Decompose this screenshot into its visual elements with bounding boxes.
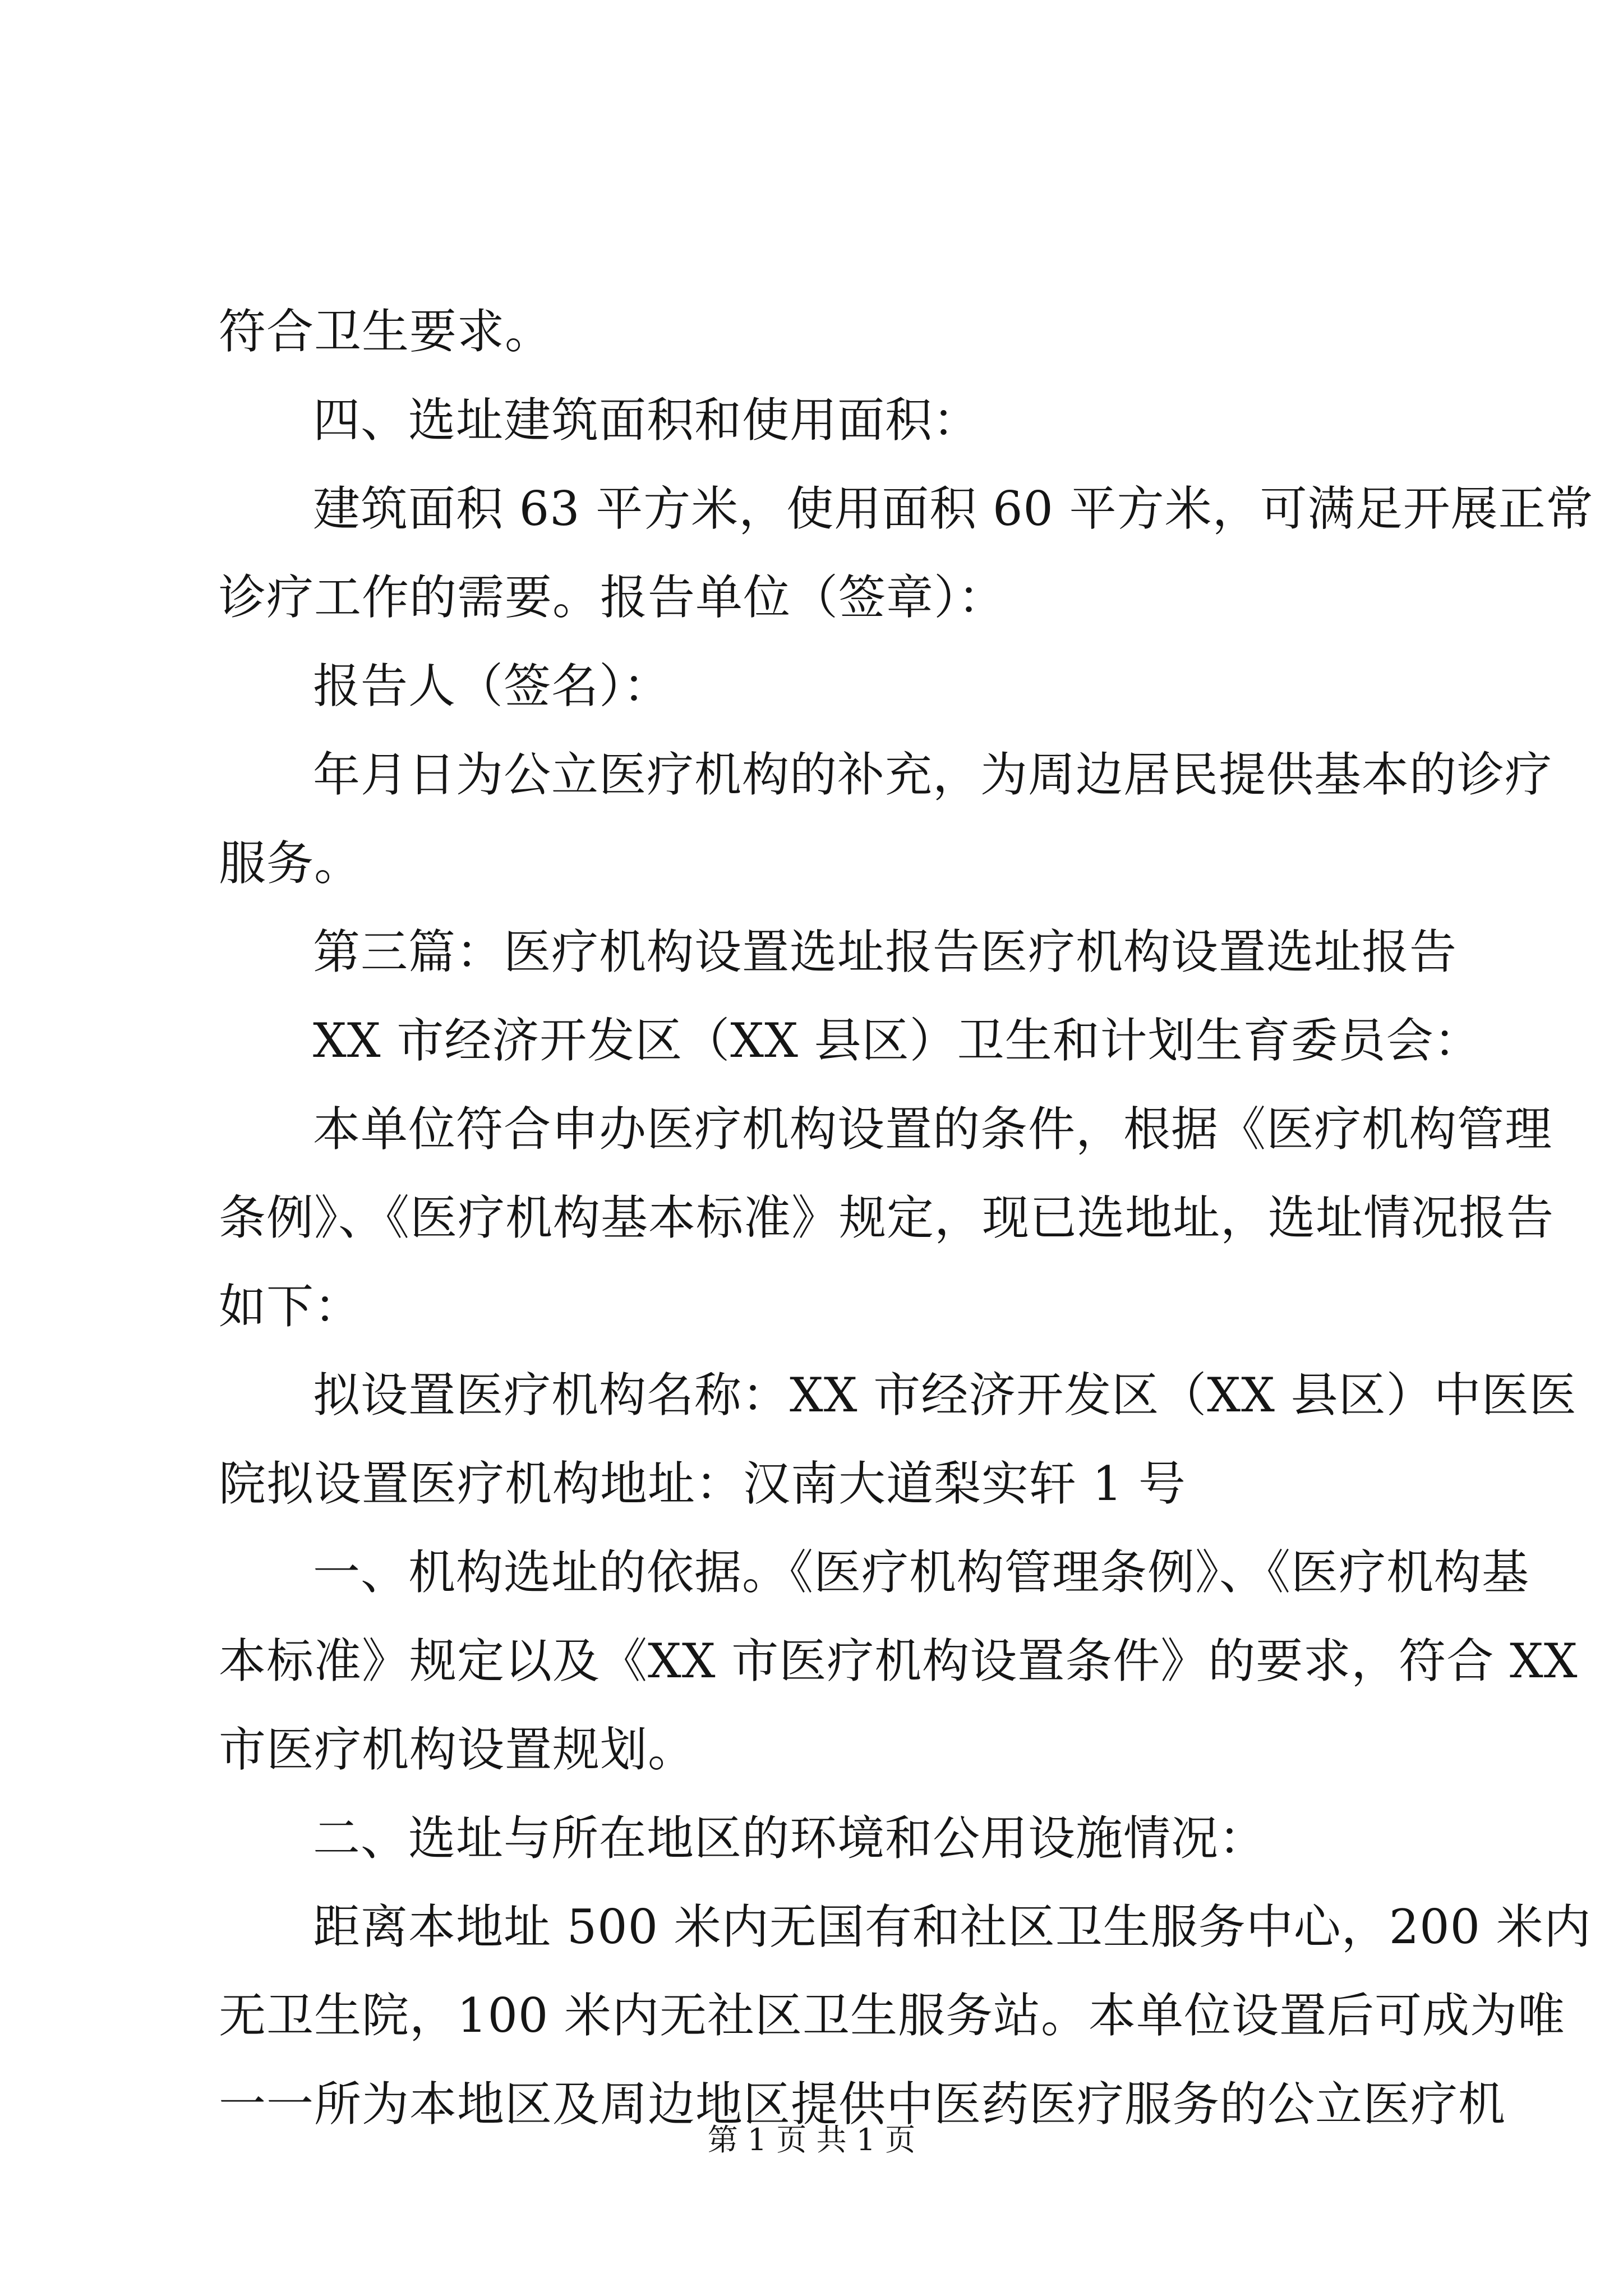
document-body	[219, 287, 1594, 2148]
paragraph-line: 拟设置医疗机构名称：XX 市经济开发区（XX 县区）中医医	[313, 1368, 1577, 1423]
addressee-line: XX 市经济开发区（XX 县区）卫生和计划生育委员会：	[313, 1013, 1482, 1068]
page-footer: 第 1 页 共 1 页	[707, 2122, 916, 2157]
signature-line: 报告人（签名）：	[313, 659, 671, 714]
paragraph-line: 条例》、《医疗机构基本标准》规定，现已选地址，选址情况报告	[219, 1190, 1555, 1245]
paragraph-line: 本标准》规定以及《XX 市医疗机构设置条件》的要求，符合 XX	[219, 1634, 1578, 1688]
paragraph-line: 本单位符合申办医疗机构设置的条件，根据《医疗机构管理	[313, 1102, 1553, 1157]
paragraph-line: 如下：	[219, 1279, 362, 1334]
paragraph-line: 服务。	[219, 836, 362, 891]
paragraph-line: 符合卫生要求。	[219, 304, 553, 359]
section-heading-1: 一、机构选址的依据。《医疗机构管理条例》、《医疗机构基	[313, 1545, 1530, 1600]
paragraph-line: 市医疗机构设置规划。	[219, 1722, 696, 1777]
paragraph-line: 诊疗工作的需要。报告单位（签章）：	[219, 570, 1006, 625]
paragraph-line: 建筑面积 63 平方米，使用面积 60 平方米，可满足开展正常	[313, 481, 1594, 536]
paragraph-line: 院拟设置医疗机构地址：汉南大道梨实轩 1 号	[219, 1456, 1186, 1511]
section-heading-2: 二、选址与所在地区的环境和公用设施情况：	[313, 1811, 1267, 1866]
paragraph-line: 无卫生院，100 米内无社区卫生服务站。本单位设置后可成为唯	[219, 1988, 1566, 2043]
paragraph-line: 距离本地址 500 米内无国有和社区卫生服务中心，200 米内	[313, 1899, 1592, 1954]
section-heading-4: 四、选址建筑面积和使用面积：	[313, 393, 981, 448]
chapter-title: 第三篇：医疗机构设置选址报告医疗机构设置选址报告	[313, 924, 1458, 979]
paragraph-line: 一一所为本地区及周边地区提供中医药医疗服务的公立医疗机	[219, 2077, 1506, 2132]
paragraph-line: 年月日为公立医疗机构的补充，为周边居民提供基本的诊疗	[313, 747, 1553, 802]
